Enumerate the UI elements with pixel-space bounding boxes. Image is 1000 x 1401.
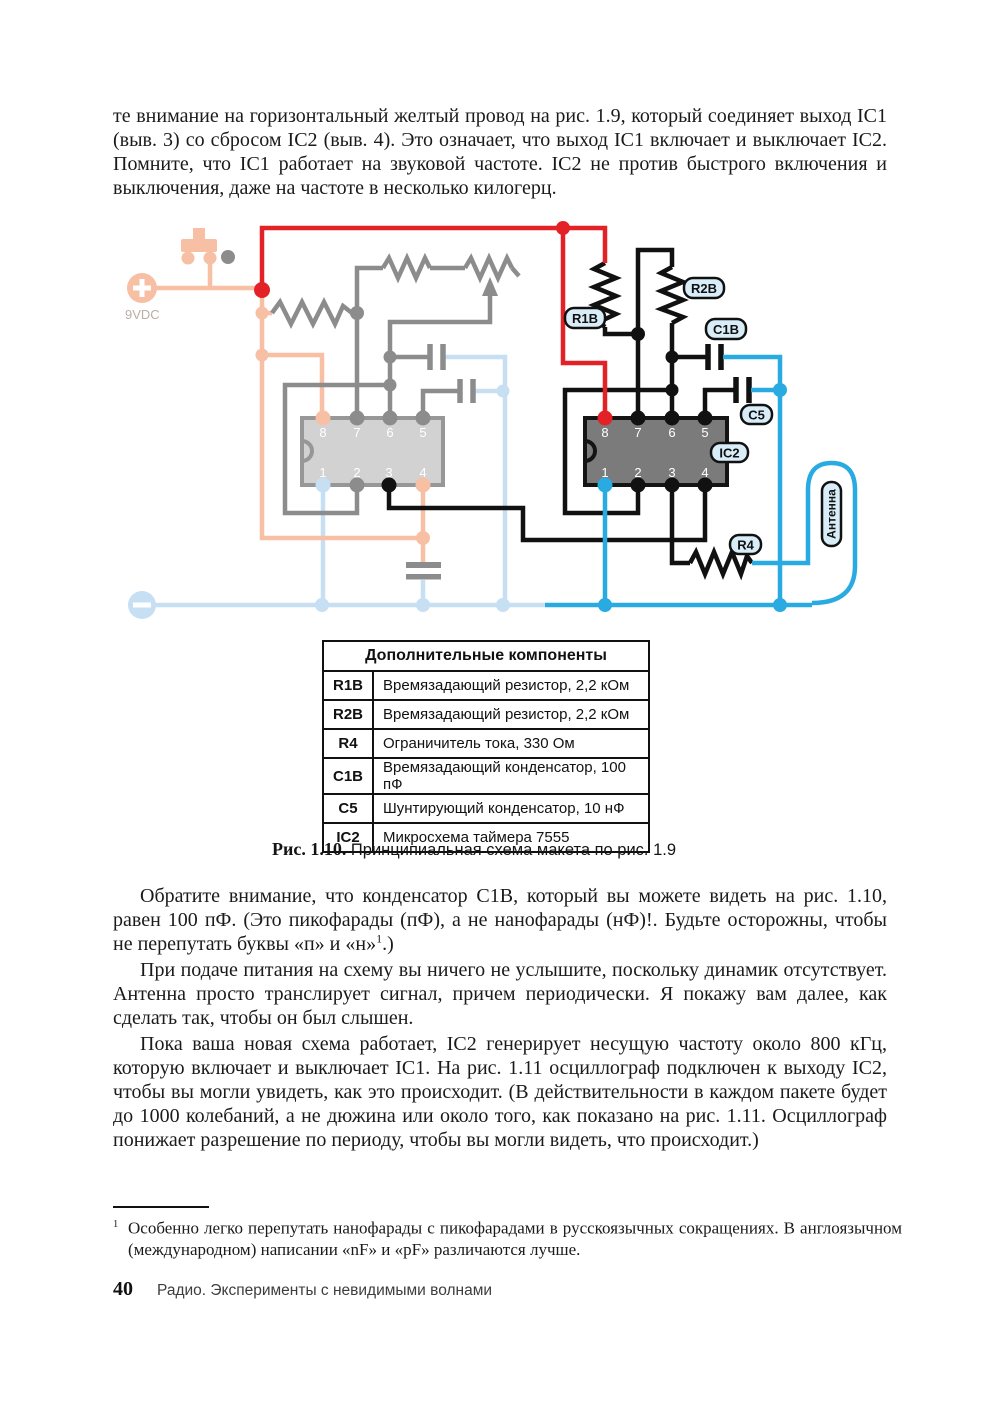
badge-r2b xyxy=(684,278,724,298)
svg-text:5: 5 xyxy=(701,425,709,440)
component-desc: Времязадающий резистор, 2,2 кОм xyxy=(373,671,649,700)
svg-text:C1B: C1B xyxy=(712,322,740,337)
svg-text:R4: R4 xyxy=(737,537,754,553)
paragraph-1-text: Обратите внимание, что конденсатор C1B, который вы можете видеть на рис. 1.10, равен 100 пФ. (Это пикофарады (пФ), а не нанофарады (нФ)!. Будьте осторожны, чтобы не перепутать буквы «п» и «н» xyxy=(113,885,887,955)
electrolytic-capacitor xyxy=(406,562,441,580)
component-id: C5 xyxy=(323,794,373,823)
badge-antenna xyxy=(822,482,841,546)
footnote-divider xyxy=(113,1206,209,1208)
potentiometer-arrow xyxy=(482,277,498,296)
svg-text:1: 1 xyxy=(319,465,327,480)
svg-text:6: 6 xyxy=(668,425,676,440)
component-desc: Времязадающий конденсатор, 100 пФ xyxy=(373,758,649,794)
top-paragraph: те внимание на горизонтальный желтый провод на рис. 1.9, который соединяет выход IC1 (выв. 3) со сбросом IC2 (выв. 4). Это означает, что выход IC1 включает и выключает IC2. Помните, что IC1 работает на звуковой частоте. IC2 не против быстрого включения и выключения, даже на частоте в несколько килогерц. xyxy=(113,105,887,199)
svg-text:4: 4 xyxy=(701,465,709,480)
circuit-schematic xyxy=(0,215,1000,635)
svg-text:2: 2 xyxy=(634,465,642,480)
page-number: 40 xyxy=(113,1278,133,1300)
running-title: Радио. Эксперименты с невидимыми волнами xyxy=(157,1282,493,1299)
paragraph-3: Пока ваша новая схема работает, IC2 генерирует несущую частоту около 800 кГц, которую включает и выключает IC1. На рис. 1.11 осциллограф подключен к выходу IC2, чтобы вы могли увидеть, как это происходит. (В действительности в каждом пакете будет до 1000 колебаний, а не дюжина или около того, как показано на рис. 1.11. Осциллограф понижает разрешение по периоду, чтобы вы могли видеть, что происходит.) xyxy=(113,1033,887,1151)
table-row xyxy=(323,700,649,729)
component-id: C1B xyxy=(323,758,373,794)
svg-text:6: 6 xyxy=(386,425,394,440)
battery-minus-terminal xyxy=(128,591,156,619)
paragraph-2: При подаче питания на схему вы ничего не услышите, поскольку динамик отсутствует. Антенна просто транслирует сигнал, причем периодически. Я покажу вам далее, как сделать так, чтобы он был слышен. xyxy=(113,959,887,1029)
badge-r1b xyxy=(565,308,605,328)
svg-text:2: 2 xyxy=(353,465,361,480)
ic1-capacitors xyxy=(430,344,473,403)
component-desc: Шунтирующий конденсатор, 10 нФ xyxy=(373,794,649,823)
component-desc: Времязадающий резистор, 2,2 кОм xyxy=(373,700,649,729)
badge-r4 xyxy=(730,535,761,554)
footnote-reference: 1 xyxy=(376,931,383,946)
svg-text:1: 1 xyxy=(601,465,609,480)
component-id: R2B xyxy=(323,700,373,729)
circuit-schematic-figure xyxy=(0,215,1000,635)
badge-ic2 xyxy=(711,443,748,462)
svg-text:IC2: IC2 xyxy=(719,445,740,461)
svg-text:R1B: R1B xyxy=(571,311,599,326)
svg-text:7: 7 xyxy=(634,425,642,440)
svg-text:4: 4 xyxy=(419,465,427,480)
table-row xyxy=(323,758,649,794)
table-row xyxy=(323,671,649,700)
paragraph-1 xyxy=(113,884,887,956)
component-desc: Микросхема таймера 7555 xyxy=(373,823,649,852)
badge-c5 xyxy=(741,405,772,424)
component-id: IC2 xyxy=(323,823,373,852)
table-title: Дополнительные компоненты xyxy=(323,641,649,671)
battery-voltage-label: 9VDC xyxy=(125,307,160,322)
footnote-marker: 1 xyxy=(113,1219,119,1230)
svg-text:8: 8 xyxy=(319,425,327,440)
badge-c1b xyxy=(706,319,746,339)
svg-text:Антенна: Антенна xyxy=(824,489,839,539)
svg-text:R2B: R2B xyxy=(690,281,718,296)
component-id: R4 xyxy=(323,729,373,758)
svg-text:3: 3 xyxy=(668,465,676,480)
svg-text:5: 5 xyxy=(419,425,427,440)
figure-number: Рис. 1.10. xyxy=(271,839,347,859)
power-wires xyxy=(156,258,423,563)
svg-text:3: 3 xyxy=(385,465,393,480)
battery-plus-terminal xyxy=(127,273,157,303)
table-row xyxy=(323,794,649,823)
figure-caption-text: Принципиальная схема макета по рис. 1.9 xyxy=(346,841,677,859)
page-footer xyxy=(113,1278,492,1301)
components-table xyxy=(322,640,650,853)
push-button xyxy=(181,228,217,265)
paragraph-1-tail: .) xyxy=(382,933,394,955)
svg-text:C5: C5 xyxy=(748,407,765,423)
ic2-capacitors xyxy=(708,344,749,403)
breadboard-dot xyxy=(221,250,235,264)
table-row xyxy=(323,729,649,758)
svg-text:8: 8 xyxy=(601,425,609,440)
component-desc: Ограничитель тока, 330 Ом xyxy=(373,729,649,758)
footnote xyxy=(113,1214,902,1260)
footnote-text: Особенно легко перепутать нанофарады с пикофарадами в русскоязычных сокращениях. В англоязычном (международном) написании «nF» и «pF» различаются лучше. xyxy=(128,1218,902,1259)
component-id: R1B xyxy=(323,671,373,700)
figure-caption xyxy=(0,839,948,860)
table-header-row xyxy=(323,641,649,671)
svg-text:7: 7 xyxy=(353,425,361,440)
